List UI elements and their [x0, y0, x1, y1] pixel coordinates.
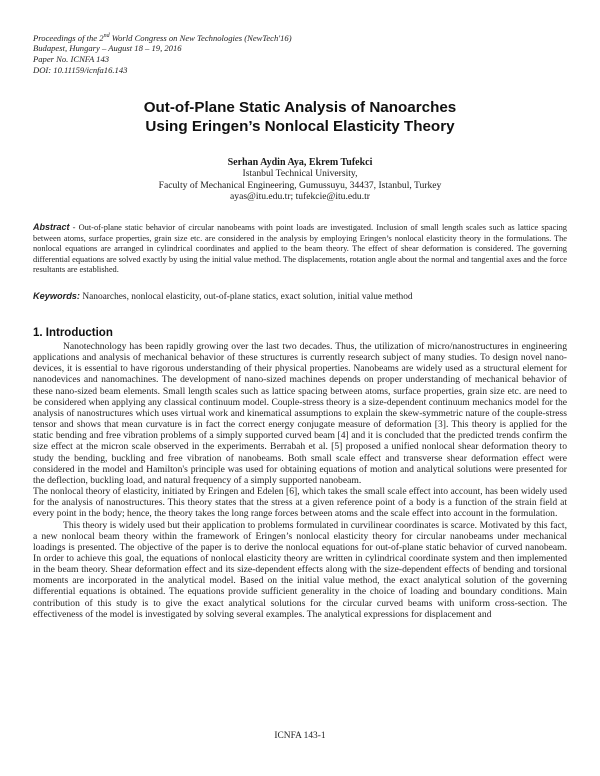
- paper-number: Paper No. ICNFA 143: [33, 54, 110, 65]
- keywords-label: Keywords:: [33, 291, 80, 301]
- abstract-label: Abstract: [33, 222, 70, 232]
- proceedings-header: [33, 31, 433, 75]
- keywords-text: Nanoarches, nonlocal elasticity, out-of-plane statics, exact solution, initial value method: [79, 292, 413, 302]
- proceedings-line: Proceedings of the 2nd World Congress on New Technologies (NewTech'16): [33, 32, 292, 43]
- affiliation-faculty: Faculty of Mechanical Engineering, Gumussuyu, 34437, Istanbul, Turkey: [158, 179, 442, 191]
- ordinal-superscript: nd: [103, 33, 110, 39]
- paper-title: [0, 98, 600, 136]
- title-line-2: Using Eringen’s Nonlocal Elasticity Theory: [145, 118, 455, 135]
- keywords: [33, 291, 567, 303]
- abstract-separator: -: [69, 223, 79, 232]
- affiliation-university: Istanbul Technical University,: [242, 168, 358, 180]
- author-names: Serhan Aydin Aya, Ekrem Tufekci: [227, 157, 373, 168]
- paragraph: Nanotechnology has been rapidly growing over the last two decades. Thus, the utilization of micro/nanostructures in engineering applications and analysis of mechanical behavior of these structures is currently research subject of many studies. To design novel nano-devices, it is essential to have rigorous understanding of their physical properties. Nanobeams are widely used as a structural element for nanodevices and nanomachines. The development of nano-sized machines depends on proper understanding of mechanical behavior of these nano-sized beam elements. Small length scales such as lattice spacing between atoms, surface properties, grain size etc. are need to be considered when applying any classical continuum model. Couple-stress theory is a size-dependent continuum mechanics model for the analysis of nanostructures which uses virtual work and kinematical assumptions to explain the skew-symmetric nature of the couple-stress tensor and shows that mean curvature is in fact the correct energy conjugate measure of deformation [3]. This theory is applied for the static bending and free vibration problems of a simply supported curved beam [4] and it is concluded that the predicted trends confirm the size effect at the micron scale observed in the experiments. Berrabah et al. [5] proposed a unified nonlocal shear deformation theory to study the bending, buckling and free vibration of nanobeams. Both small scale effect and transverse shear deformation effect were considered in the model and Hamilton's principle was used for obtaining equations of motion and analytical solutions were presented for the deflection, buckling load, and natural frequency of a simply supported nanobeam.: [33, 341, 567, 486]
- section-heading-introduction: 1. Introduction: [33, 327, 113, 339]
- paragraph: The nonlocal theory of elasticity, initiated by Eringen and Edelen [6], which takes the small scale effect into account, has been widely used for the analysis of nanostructures. This theory states that the stress at a given reference point of a body is a function of the strain field at every point in the body; hence, the theory takes the long range forces between atoms and the scale effect into account in the formulation.: [33, 486, 567, 520]
- abstract-text: Out-of-plane static behavior of circular nanobeams with point loads are investigated. Inclusion of small length scales such as lattice spacing between atoms, surface properties, grain size etc. are considered in the analysis by employing Eringen’s nonlocal elasticity theory in the formulations. The nonlocal equations are arranged in cylindrical coordinates and applied to the beam theory. The effect of shear deformation is considered. The governing differential equations are solved exactly by using the initial value method. The displacements, rotation angle about the normal and tangential axes and the force resultants are established.: [33, 223, 567, 275]
- paragraph: This theory is widely used but their application to problems formulated in curvilinear coordinates is scarce. Motivated by this fact, a new nonlocal beam theory within the framework of Eringen’s nonlocal elasticity theory for circular nanobeams under mechanical loadings is presented. The objective of the paper is to derive the nonlocal equations for out-of-plane static behavior of curved nanobeam. In order to achieve this goal, the equations of nonlocal elasticity theory are written in cylindrical coordinate system and then implemented in the beam theory. Shear deformation effect and its size-dependent effects along with the size-dependent effects of bending and torsional moments are incorporated in the analytical model. Based on the initial value method, the exact analytical solution of the governing differential equations is obtained. The equations provide sufficient generality in the choice of loading and boundary conditions. Main contribution of this study is to give the exact analytical solutions for the circular curved beams with uniform cross-section. The effectiveness of the model is investigated by solving several examples. The analytical expressions for displacement and: [33, 519, 567, 620]
- conference-location-date: Budapest, Hungary – August 18 – 19, 2016: [33, 43, 182, 54]
- doi: DOI: 10.11159/icnfa16.143: [33, 64, 128, 75]
- page-number-footer: ICNFA 143-1: [274, 731, 326, 741]
- author-emails: ayas@itu.edu.tr; tufekcie@itu.edu.tr: [230, 191, 370, 203]
- abstract: [33, 222, 567, 276]
- introduction-body: [33, 341, 567, 620]
- author-block: [0, 157, 600, 203]
- title-line-1: Out-of-Plane Static Analysis of Nanoarches: [143, 99, 457, 116]
